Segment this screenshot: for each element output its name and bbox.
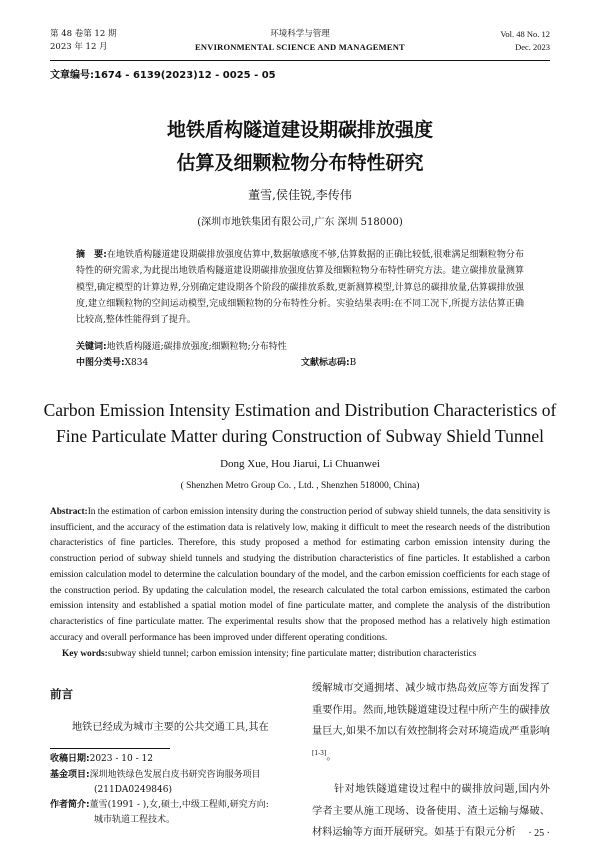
abstract-en-text: In the estimation of carbon emission intensity during the construction period of subway shield tunnels, the data sensitivity is insufficient, and the accuracy of the estimation data is relatively low, making it difficult to meet the research needs of the distribution characteristics of fine particles. Therefore, this study proposed a method for estimating carbon emission intensity during the construction period of subway shield tunnels and studying the distribution characteristics of fine particles. It established a carbon emission calculation model to determine the calculation boundary of the model, and the carbon emission coefficients for each stage of the construction period. By updating the calculation model, the research calculated the total carbon emissions, estimated the carbon emission intensity and established a spatial motion model of fine particulate matter, and complete the analysis of the distribution characteristics of fine particulate matter. The experimental results show that the proposed method has a relatively high estimation accuracy and overall performance has been improved under different operating conditions.: [50, 507, 550, 643]
clc-value: X834: [124, 358, 149, 368]
right-paragraph-1-end: 。: [326, 750, 337, 762]
authors-en: Dong Xue, Hou Jiarui, Li Chuanwei: [220, 458, 380, 470]
abstract-cn: [76, 247, 524, 328]
keywords-cn-text: 地铁盾构隧道;碳排放强度;细颗粒物;分布特性: [106, 342, 287, 352]
abstract-cn-label: 摘 要:: [76, 250, 107, 260]
author-bio-label: 作者简介:: [50, 800, 90, 810]
author-bio-text: 董雪(1991 - ),女,硕士,中级工程师,研究方向:: [89, 800, 269, 810]
header-date-cn: 2023 年 12 月: [50, 42, 108, 52]
author-bio-line2: 城市轨道工程技术。: [94, 814, 176, 825]
citation: [1-3]: [312, 749, 327, 757]
received-label: 收稿日期:: [50, 754, 90, 764]
paper-title-cn: [50, 114, 550, 180]
header-volume-en: Vol. 48 No. 12: [500, 29, 550, 39]
left-column: [50, 686, 292, 737]
header-issue-en: [500, 28, 550, 54]
paper-title-cn-line1: 地铁盾构隧道建设期碳排放强度: [166, 119, 433, 141]
footnote-fund: [50, 768, 300, 797]
paper-title-en-line2: Fine Particulate Matter during Construction of Subway Shield Tunnel: [55, 426, 545, 446]
abstract-en-label: Abstract:: [50, 507, 88, 517]
authors-cn: 董雪,侯佳锐,李传伟: [248, 188, 352, 202]
document-code: [301, 356, 356, 370]
doc-code-label: 文献标志码:: [301, 358, 350, 368]
affiliation-en: ( Shenzhen Metro Group Co. , Ltd. , Shenzhen 518000, China): [180, 481, 420, 491]
fund-text: 深圳地铁绿色发展白皮书研究咨询服务项目: [89, 770, 261, 780]
keywords-en: [62, 647, 550, 661]
header-journal: [50, 28, 550, 54]
keywords-en-text: subway shield tunnel; carbon emission intensity; fine particulate matter; distribution characteristics: [107, 649, 477, 659]
abstract-en: [50, 505, 550, 646]
affiliation-cn: (深圳市地铁集团有限公司,广东 深圳 518000): [197, 217, 403, 228]
doc-code-value: B: [349, 358, 357, 368]
right-paragraph-2: 针对地铁隧道建设过程中的碳排放问题,国内外学者主要从施工现场、设备使用、渣土运输与爆破、材料运输等方面开展研究。如基于有限元分析: [312, 784, 550, 839]
left-paragraph: 地铁已经成为城市主要的公共交通工具,其在: [72, 722, 269, 733]
keywords-cn-label: 关键词:: [76, 342, 107, 352]
journal-name-en: ENVIRONMENTAL SCIENCE AND MANAGEMENT: [195, 42, 405, 52]
paper-title-en: [40, 397, 560, 449]
received-date: 2023 - 10 - 12: [89, 754, 153, 764]
header-date-en: Dec. 2023: [515, 42, 550, 52]
header-volume-cn: 第 48 卷第 12 期: [50, 29, 117, 39]
journal-name-cn: 环境科学与管理: [270, 29, 330, 39]
classification-row: [76, 356, 524, 370]
running-header: [50, 28, 550, 61]
right-paragraph-1: [312, 678, 550, 767]
footnote-received: [50, 752, 300, 767]
article-number: 文章编号:1674 - 6139(2023)12 - 0025 - 05: [50, 70, 276, 81]
right-column: [312, 678, 550, 844]
right-paragraph-1-text: 缓解城市交通拥堵、减少城市热岛效应等方面发挥了重要作用。然而,地铁隧道建设过程中所产生的碳排放量巨大,如果不加以有效控制将会对环境造成严重影响: [312, 683, 550, 737]
paper-title-cn-line2: 估算及细颗粒物分布特性研究: [176, 152, 424, 174]
abstract-cn-text: 在地铁盾构隧道建设期碳排放强度估算中,数据敏感度不够,估算数据的正确比较低,很难满足细颗粒物分布特性的研究需求,为此提出地铁盾构隧道建设期碳排放强度估算及细颗粒物分布特性研究方法。建立碳排放量测算模型,确定模型的计算边界,分别确定建设期各个阶段的碳排放系数,更新测算模型,计算总的碳排放量,估算碳排放强度,建立细颗粒物的空间运动模型,完成细颗粒物的分布特性分析。实验结果表明:在不同工况下,所提方法估算正确比较高,整体性能得到了提升。: [76, 250, 524, 326]
page-number: · 25 ·: [528, 828, 550, 839]
keywords-en-label: Key words:: [62, 649, 108, 659]
footnote-author: [50, 798, 300, 827]
footnote-divider: [50, 748, 170, 749]
section-title: 前言: [50, 687, 73, 701]
keywords-cn: [76, 340, 524, 354]
fund-text-line2: (211DA0249846): [94, 784, 172, 795]
fund-label: 基金项目:: [50, 770, 90, 780]
clc-label: 中图分类号:: [76, 358, 125, 368]
paper-title-en-line1: Carbon Emission Intensity Estimation and Distribution Characteristics of: [43, 400, 557, 420]
